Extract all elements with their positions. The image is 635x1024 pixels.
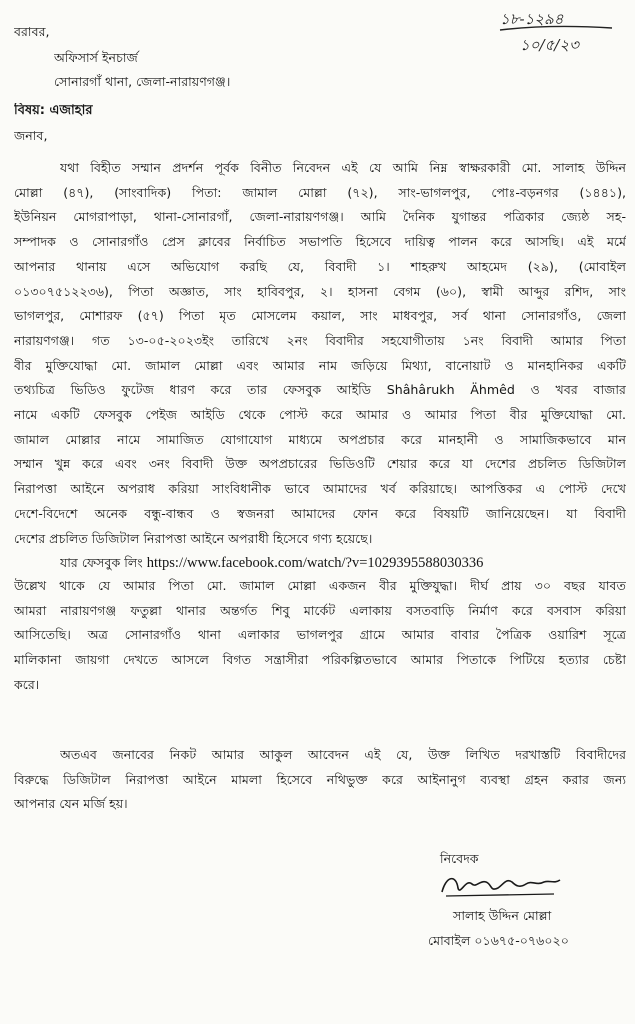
address-to: বরাবর, [14,24,50,39]
p3-line: বিরুদ্ধে ডিজিটাল নিরাপত্তা আইনে মামলা হিসেবে নথিভুক্ত করে আইনানুগ ব্যবস্থা গ্রহন করার জন্য [14,771,626,787]
p2-line: করে। [14,676,40,692]
subject-label: বিষয়: এজাহার [14,103,93,118]
p2-line: আসিতেছি। অত্র সোনারগাঁও থানা এলাকার ভাগলপুর গ্রামে আমার বাবার পৈত্রিক ওয়ারিশ সূত্রে [14,627,626,643]
signer-mobile: মোবাইল ০১৬৭৫-০৭৬০২০ [428,933,569,948]
p1-line: ভাগলপুর, মোশারফ (৫৭) পিতা মৃত মোসলেম কয়াল, সাং মাধবপুর, সর্ব থানা সোনারগাঁও, জেলা [14,308,626,324]
p1-line: বীর মুক্তিযোদ্ধা মো. জামাল মোল্লা এবং আমার নাম জড়িয়ে মিথ্যা, বানোয়াট ও মানহানিকর একটি [14,357,626,373]
facebook-link[interactable]: https://www.facebook.com/watch/?v=1029395588030336 [146,555,484,571]
p2-line: আমরা নারায়ণগঞ্জ ফতুল্লা থানার অন্তর্গত শিবু মার্কেট এলাকায় বসতবাড়ি নির্মাণ করে বসবাস করিয়া [14,602,626,618]
p1-line: দেশের প্রচলিত ডিজিটাল নিরাপত্তা আইনে অপরাধী হিসেবে গণ্য হয়েছে। [14,530,373,546]
p3-line: অতএব জনাবের নিকট আমার আকুল আবেদন এই যে, উক্ত লিখিত দরখাস্তটি বিবাদীদের [60,747,626,762]
p2-line: উল্লেখ থাকে যে আমার পিতা মো. জামাল মোল্লা একজন বীর মুক্তিযুদ্ধা। দীর্ঘ প্রায় ৩০ বছর যাবত [14,578,626,593]
p1-line: সম্মান খুন্ন করে এবং ৩নং বিবাদী উক্ত অপপ্রচারের ভিডিওটি শেয়ার করে যা দেশের প্রচলিত ডিজিটাল [14,456,626,472]
address-location: সোনারগাঁ থানা, জেলা-নারায়ণগঞ্জ। [54,74,231,89]
stamp-line-1: ১৮-১২৯৪ [500,10,564,28]
p1-line: নিরাপত্তা আইনে অপরাধ করিয়া সাংবিধানীক ভাবে আমাদের খর্ব করিয়াছে। আপত্তিকর এ পোস্ট দেখে [14,481,626,497]
p3-line: আপনার যেন মর্জি হয়। [14,796,128,812]
p1-line: জামাল মোল্লার নামে সামাজিত যোগাযোগ মাধ্যমে অপপ্রচার করে মানহানী ও সামাজিকভাবে মান [14,431,626,447]
signature [436,866,566,906]
p1-line: ০১৩০৭৫১২২৩৬), পিতা অজ্ঞাত, সাং হাবিবপুর, ২। হাসনা বেগম (৬০), স্বামী আব্দুর রশিদ, সাং [14,283,626,299]
p1-line: সম্পাদক ও সোনারগাঁও প্রেস ক্লাবের নির্বাচিত সভাপতি হিসেবে দায়িত্ব পালন করে আসছি। এই মর্মে [14,234,626,250]
closing-label: নিবেদক [440,851,479,866]
address-recipient: অফিসার্স ইনচার্জ [54,50,138,65]
p1-line: নামে একটি ফেসবুক পেইজ আইডি থেকে পোস্ট করে আমার ও আমার পিতা বীর মুক্তিযোদ্ধা মো. [14,407,626,422]
stamp-line-2: ১০/৫/২৩ [520,36,579,54]
salutation: জনাব, [14,128,48,143]
link-prefix: যার ফেসবুক লিং [60,555,143,570]
p1-line: যথা বিহীত সম্মান প্রদর্শন পূর্বক বিনীত নিবেদন এই যে আমি নিম্ন স্বাক্ষরকারী মো. সালাহ উদ্দিন [60,160,626,175]
p1-line: নারায়ণগঞ্জ। গত ১৩-০৫-২০২৩ইং তারিখে ২নং বিবাদীর সহযোগীতায় ১নং বিবাদী আমার পিতা [14,332,626,348]
p1-line: আপনার থানায় এসে অভিযোগ করছি যে, বিবাদী ১। শাহরুখ আহমেদ (২৯), (মোবাইল [14,258,626,274]
signer-name: সালাহ উদ্দিন মোল্লা [453,908,552,923]
facebook-link-line [60,555,626,571]
p1-line: মোল্লা (৪৭), (সাংবাদিক) পিতা: জামাল মোল্লা (৭২), সাং-ভাগলপুর, পোঃ-বড়নগর (১৪৪১), [14,184,626,200]
p1-line: দেশে-বিদেশে অনেক বন্ধু-বান্ধব ও স্বজনরা আমাদের ফোন করে বিষয়টি জানিয়েছেন। যা বিবাদী [14,505,626,521]
p1-line: তথ্যচিত্র ভিডিও ফুটেজ ধারণ করে তার ফেসবুক আইডি Shâhârukh Ähmêd ও খবর বাজার [14,382,626,398]
p2-line: মালিকানা জায়গা দেখতে আসলে বিগত সন্ত্রাসীরা পরিকল্পিতভাবে আমার পিতাকে পিটিয়ে হত্যার চেষ্টা [14,652,626,668]
p1-line: ইউনিয়ন মোগরাপাড়া, থানা-সোনারগাঁ, জেলা-নারায়ণগঞ্জ। আমি দৈনিক যুগান্তর পত্রিকার জ্যেষ্ঠ সহ- [14,209,626,225]
